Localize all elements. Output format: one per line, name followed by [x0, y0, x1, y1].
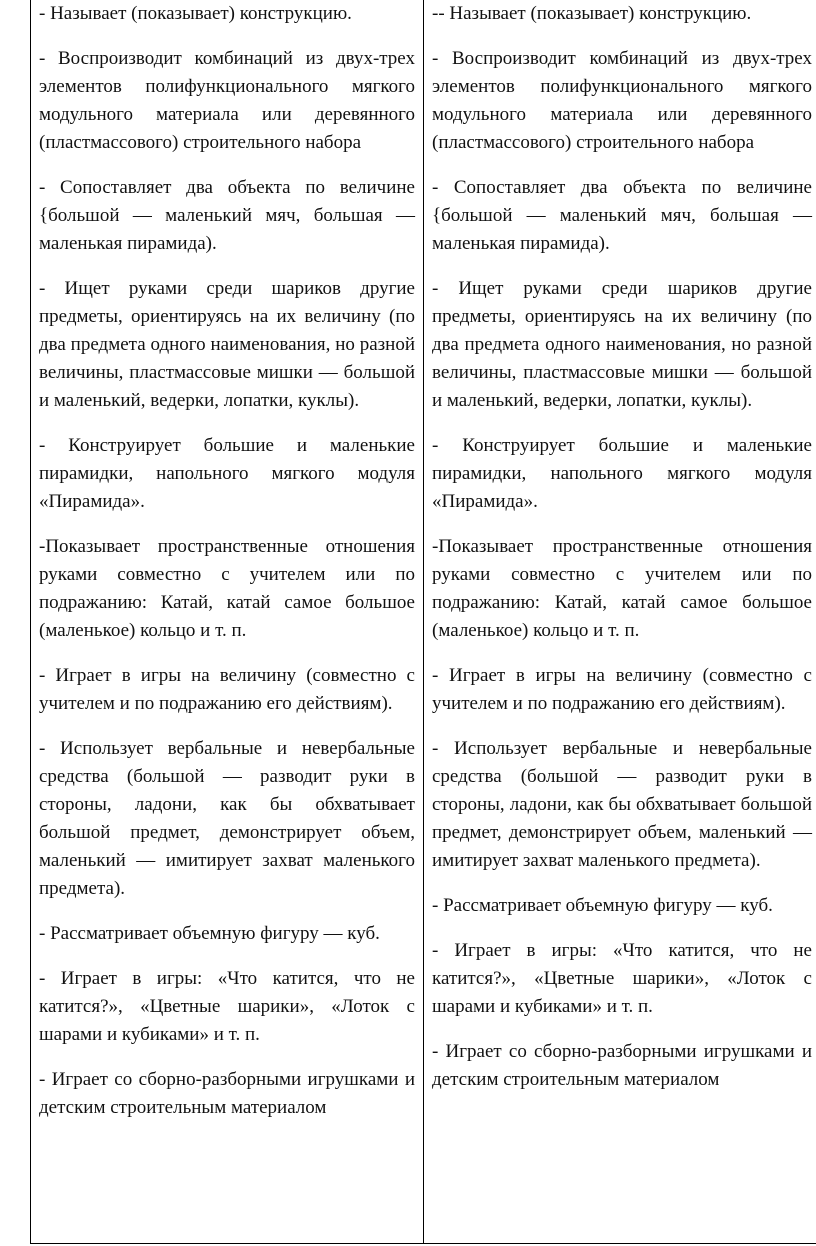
right-item-4: - Ищет руками среди шариков другие предметы, ориентируясь на их величину (по два предмета одного наименования, но разной величины, пластмассовые мишки — большой и маленький, ведерки, лопатки, куклы).	[432, 278, 812, 411]
left-item-7: - Играет в игры на величину (совместно с учителем и по подражанию его действиям).	[39, 665, 415, 714]
right-column-cell	[424, 0, 816, 1244]
left-item-5: - Конструирует большие и маленькие пирамидки, напольного мягкого модуля «Пирамида».	[39, 435, 415, 512]
right-item-10: - Играет в игры: «Что катится, что не катится?», «Цветные шарики», «Лоток с шарами и кубиками» и т. п.	[432, 940, 812, 1017]
left-column-cell	[31, 0, 424, 1244]
right-item-7: - Играет в игры на величину (совместно с учителем и по подражанию его действиям).	[432, 665, 812, 714]
left-item-6: -Показывает пространственные отношения руками совместно с учителем или по подражанию: Катай, катай самое большое (маленькое) кольцо и т. п.	[39, 536, 415, 641]
left-item-3: - Сопоставляет два объекта по величине {большой — маленький мяч, большая — маленькая пирамида).	[39, 177, 415, 254]
right-item-11: - Играет со сборно-разборными игрушками и детским строительным материалом	[432, 1041, 812, 1090]
table-row	[31, 0, 816, 1244]
left-item-11: - Играет со сборно-разборными игрушками и детским строительным материалом	[39, 1069, 415, 1118]
right-item-1: -- Называет (показывает) конструкцию.	[432, 3, 752, 24]
skills-table	[30, 0, 816, 1244]
left-item-1: - Называет (показывает) конструкцию.	[39, 3, 352, 24]
right-item-3: - Сопоставляет два объекта по величине {большой — маленький мяч, большая — маленькая пирамида).	[432, 177, 812, 254]
left-item-9: - Рассматривает объемную фигуру — куб.	[39, 923, 380, 944]
right-item-2: - Воспроизводит комбинаций из двух-трех элементов полифункционального мягкого модульного материала или деревянного (пластмассового) строительного набора	[432, 48, 812, 153]
right-item-8: - Использует вербальные и невербальные средства (большой — разводит руки в стороны, ладони, как бы обхватывает большой предмет, демонстрирует объем, маленький — имитирует захват маленького предмета).	[432, 738, 812, 871]
right-item-9: - Рассматривает объемную фигуру — куб.	[432, 895, 773, 916]
left-item-4: - Ищет руками среди шариков другие предметы, ориентируясь на их величину (по два предмета одного наименования, но разной величины, пластмассовые мишки — большой и маленький, ведерки, лопатки, куклы).	[39, 278, 415, 411]
left-item-2: - Воспроизводит комбинаций из двух-трех элементов полифункционального мягкого модульного материала или деревянного (пластмассового) строительного набора	[39, 48, 415, 153]
right-item-6: -Показывает пространственные отношения руками совместно с учителем или по подражанию: Катай, катай самое большое (маленькое) кольцо и т. п.	[432, 536, 812, 641]
left-item-10: - Играет в игры: «Что катится, что не катится?», «Цветные шарики», «Лоток с шарами и кубиками» и т. п.	[39, 968, 415, 1045]
right-item-5: - Конструирует большие и маленькие пирамидки, напольного мягкого модуля «Пирамида».	[432, 435, 812, 512]
left-item-8: - Использует вербальные и невербальные средства (большой — разводит руки в стороны, ладони, как бы обхватывает большой предмет, демонстрирует объем, маленький — имитирует захват маленького предмета).	[39, 738, 415, 899]
